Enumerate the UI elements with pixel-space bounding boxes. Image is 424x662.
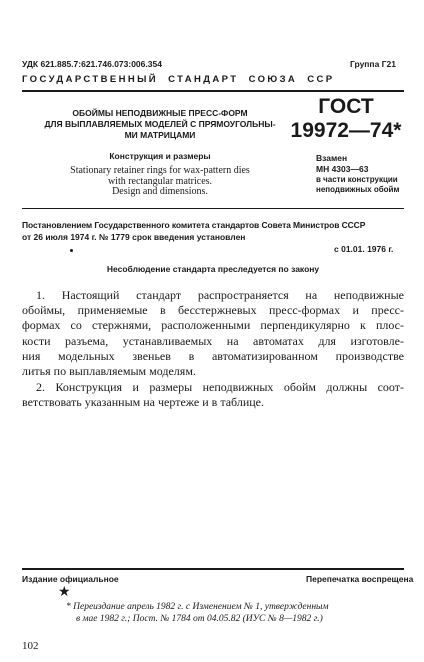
group-code: Группа Г21 [350, 59, 396, 69]
state-standard-banner: ГОСУДАРСТВЕННЫЙ СТАНДАРТ СОЮЗА ССР [22, 74, 335, 85]
body-line: 2. Конструкция и размеры неподвижных обойм должны соот- [36, 380, 404, 394]
body-line: ветствовать указанным на чертеже и в таблице. [22, 395, 264, 410]
title-rule [22, 208, 404, 209]
title-en [40, 166, 280, 198]
effective-date: с 01.01. 1976 г. [334, 244, 394, 254]
reprint-prohibited: Перепечатка воспрещена [306, 574, 414, 584]
title-ru [40, 108, 280, 141]
body-line: кости разъема, устанавливаемых на автоматах для изготовле- [22, 333, 404, 348]
gost-number: 19972—74* [290, 119, 402, 142]
body-line: обоймы, применяемые в бесстержневых пресс-формах и пресс- [22, 303, 404, 318]
replaced-scope-line: неподвижных обойм [316, 185, 400, 194]
gost-label: ГОСТ [318, 95, 374, 118]
title-ru-line: ДЛЯ ВЫПЛАВЛЯЕМЫХ МОДЕЛЕЙ С ПРЯМОУГОЛЬНЫ- [44, 119, 276, 129]
body-line: формах со стержнями, расположенными перпендикулярно к плос- [22, 318, 404, 333]
body-line: литья по выплавляемым моделям. [22, 364, 196, 379]
body-line: ния модельных звеньев в автоматизированном производстве [22, 348, 404, 363]
udk-code: УДК 621.885.7:621.746.073:006.354 [22, 59, 162, 69]
reissue-note-line-1: * Переиздание апрель 1982 г. с Изменением № 1, утвержденным [66, 602, 329, 612]
body-line: 1. Настоящий стандарт распространяется на неподвижные [36, 288, 404, 302]
title-en-line: Stationary retainer rings for wax-pattern dies [70, 165, 250, 176]
paragraph-2 [22, 380, 404, 410]
decree-line-1: Постановлением Государственного комитета стандартов Совета Министров СССР [22, 220, 366, 230]
header-rule [22, 90, 404, 92]
replaced-scope [316, 175, 399, 195]
law-notice: Несоблюдение стандарта преследуется по закону [106, 264, 320, 274]
title-en-line: Design and dimensions. [112, 186, 208, 197]
subtitle-ru: Конструкция и размеры [109, 151, 211, 161]
page-number: 102 [22, 640, 39, 652]
ink-dot [70, 249, 73, 252]
replaces-label: Взамен [316, 153, 348, 163]
title-en-line: with rectangular matrices. [107, 175, 213, 187]
footer-rule [22, 568, 404, 570]
paragraph-1 [22, 288, 404, 379]
official-edition: Издание официальное [22, 574, 119, 584]
replaced-standard: МН 4303—63 [316, 164, 369, 174]
decree-line-2: от 26 июля 1974 г. № 1779 срок введения установлен [22, 232, 246, 242]
title-ru-line: МИ МАТРИЦАМИ [124, 130, 196, 140]
title-ru-line: ОБОЙМЫ НЕПОДВИЖНЫЕ ПРЕСС-ФОРМ [72, 108, 248, 118]
star-icon: ★ [58, 583, 71, 599]
reissue-note-line-2: в мае 1982 г.; Пост. № 1784 от 04.05.82 (ИУС № 8—1982 г.) [76, 614, 323, 624]
replaced-scope-line: в части конструкции [316, 175, 398, 184]
